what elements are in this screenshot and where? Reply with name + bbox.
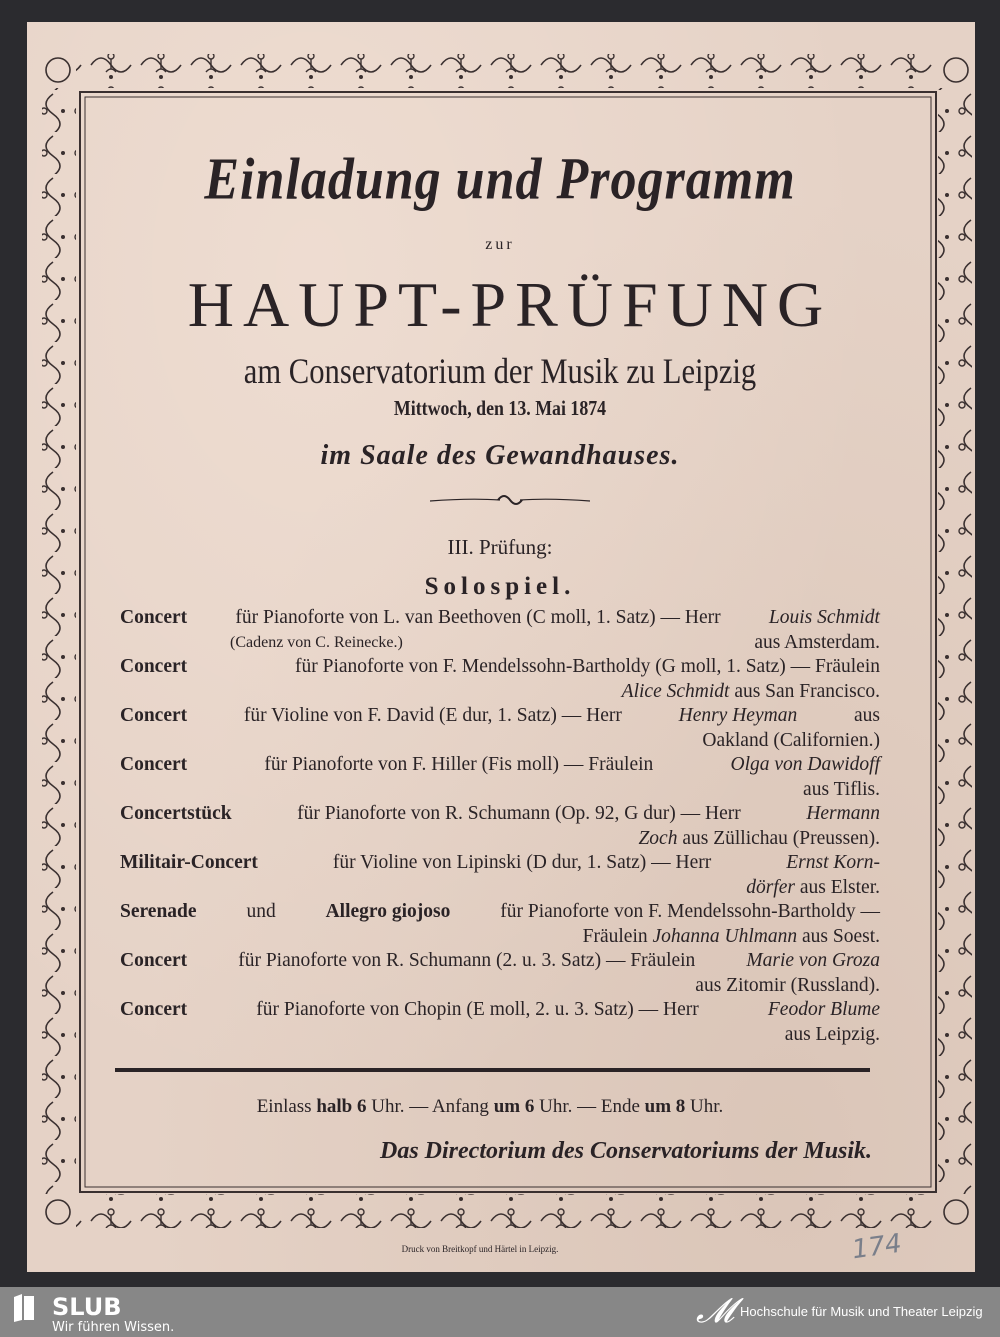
entry-text: Oakland (Californien.) (702, 729, 880, 751)
entry-text: aus Elster. (794, 876, 880, 898)
title-connector: zur (485, 236, 515, 253)
entry-text: aus San Francisco. (729, 680, 880, 702)
entry-text: für Violine von Lipinski (D dur, 1. Satz) — Herr (327, 852, 717, 873)
entry-text: Fräulein (582, 925, 653, 947)
entry-text: für Pianoforte von R. Schumann (2. u. 3. Satz) — Fräulein (233, 950, 701, 971)
entry-line-2 (120, 974, 880, 999)
program-entry (120, 998, 880, 1047)
work-title: Concert (120, 607, 188, 628)
entry-line-1 (120, 998, 880, 1023)
performer-name: Alice Schmidt (621, 680, 730, 702)
entry-text: für Pianoforte von F. Mendelssohn-Bartholdy (G moll, 1. Satz) — Fräulein (290, 656, 880, 677)
work-title: Concert (120, 999, 188, 1020)
work-title: Concert (120, 754, 188, 775)
entry-text: Uhr. — Anfang (366, 1096, 494, 1117)
entry-line-1 (120, 802, 880, 827)
entry-text: aus Züllichau (Preussen). (677, 827, 880, 849)
main-title: HAUPT-PRÜFUNG (187, 269, 833, 340)
performer-name: Johanna Uhlmann (652, 925, 798, 947)
entry-line-2 (120, 925, 880, 950)
slub-tagline: Wir führen Wissen. (52, 1320, 175, 1335)
performer-name: Feodor Blume (767, 999, 880, 1020)
hmt-logo-icon[interactable]: 𝓜 (696, 1291, 735, 1331)
work-title: Serenade (120, 901, 197, 922)
exam-number: III. Prüfung: (447, 535, 553, 559)
work-title: um 8 (644, 1096, 686, 1117)
divider-ornament (430, 492, 590, 508)
work-title: Allegro giojoso (325, 901, 451, 922)
program-entry (120, 753, 880, 802)
performer-name: Henry Heyman (678, 705, 798, 726)
cadenza-note: (Cadenz von C. Reinecke.) (230, 633, 403, 651)
entry-text: aus Tiflis. (803, 778, 880, 800)
work-title: Concert (120, 950, 188, 971)
entry-line-1 (120, 949, 880, 974)
entry-text: Einlass (256, 1096, 317, 1117)
entry-text: für Pianoforte von F. Mendelssohn-Bartholdy — (495, 901, 880, 922)
program-entry (120, 655, 880, 704)
work-title: halb 6 (316, 1096, 367, 1117)
entry-text: für Pianoforte von F. Hiller (Fis moll) — Fräulein (259, 754, 659, 775)
entry-text: aus Soest. (797, 925, 880, 947)
program-entry (120, 851, 880, 900)
institution-subtitle: am Conservatorium der Musik zu Leipzig (243, 351, 757, 391)
performer-name: Ernst Korn- (786, 852, 880, 873)
performer-name: Hermann (806, 803, 880, 824)
performer-name: Marie von Groza (746, 950, 880, 971)
entry-line-2 (120, 631, 880, 656)
entry-text: für Pianoforte von Chopin (E moll, 2. u. 3. Satz) — Herr (251, 999, 704, 1020)
entry-text: aus Zitomir (Russland). (695, 974, 880, 996)
entry-text: für Pianoforte von L. van Beethoven (C moll, 1. Satz) — Herr (230, 607, 726, 628)
entry-line-2 (120, 1023, 880, 1048)
program-entry (120, 900, 880, 949)
entry-text: aus (849, 705, 880, 726)
performer-name: Louis Schmidt (768, 607, 880, 628)
entry-text: für Pianoforte von R. Schumann (Op. 92, G dur) — Herr (292, 803, 746, 824)
program-entry (120, 949, 880, 998)
book-icon (12, 1293, 40, 1323)
handwritten-number: 174 (850, 1228, 904, 1266)
divider-rule (115, 1068, 870, 1072)
entry-text: aus Leipzig. (784, 1023, 880, 1045)
entry-line-1 (120, 606, 880, 631)
event-date: Mittwoch, den 13. Mai 1874 (393, 396, 607, 420)
program-entry (120, 704, 880, 753)
hmt-logo-text[interactable]: Hochschule für Musik und Theater Leipzig (740, 1304, 983, 1319)
entry-text: für Violine von F. David (E dur, 1. Satz) — Herr (239, 705, 627, 726)
performer-name: Zoch (638, 827, 678, 849)
entry-line-1 (120, 900, 880, 925)
program-list (120, 606, 880, 1047)
performer-name: dörfer (746, 876, 795, 898)
work-title: Militair-Concert (120, 852, 258, 873)
entry-text: und (241, 901, 281, 922)
program-entry (120, 802, 880, 851)
entry-line-2 (120, 827, 880, 852)
event-venue: im Saale des Gewandhauses. (320, 440, 680, 471)
section-heading: Solospiel. (424, 573, 576, 600)
entry-line-1 (120, 753, 880, 778)
signature-line: Das Directorium des Conservatoriums der Musik. (380, 1138, 873, 1164)
entry-text: Uhr. (685, 1096, 724, 1117)
entry-line-2 (120, 778, 880, 803)
invitation-title: Einladung und Programm (204, 146, 796, 213)
entry-text: aus Amsterdam. (754, 631, 880, 653)
entry-line-1 (120, 704, 880, 729)
entry-line-1 (120, 655, 880, 680)
performer-name: Olga von Dawidoff (730, 754, 880, 775)
work-title: Concert (120, 705, 188, 726)
footer-bar (0, 1287, 1000, 1337)
work-title: Concertstück (120, 803, 232, 824)
schedule-times (0, 1096, 990, 1118)
work-title: Concert (120, 656, 188, 677)
entry-line-2 (120, 876, 880, 901)
entry-line-2 (120, 680, 880, 705)
printer-imprint: Druck von Breitkopf und Härtel in Leipzig. (401, 1244, 559, 1254)
work-title: um 6 (493, 1096, 535, 1117)
entry-line-1 (120, 851, 880, 876)
entry-line-2 (120, 729, 880, 754)
entry-text: Uhr. — Ende (534, 1096, 645, 1117)
program-entry (120, 606, 880, 655)
slub-logo[interactable]: SLUB (52, 1293, 122, 1321)
